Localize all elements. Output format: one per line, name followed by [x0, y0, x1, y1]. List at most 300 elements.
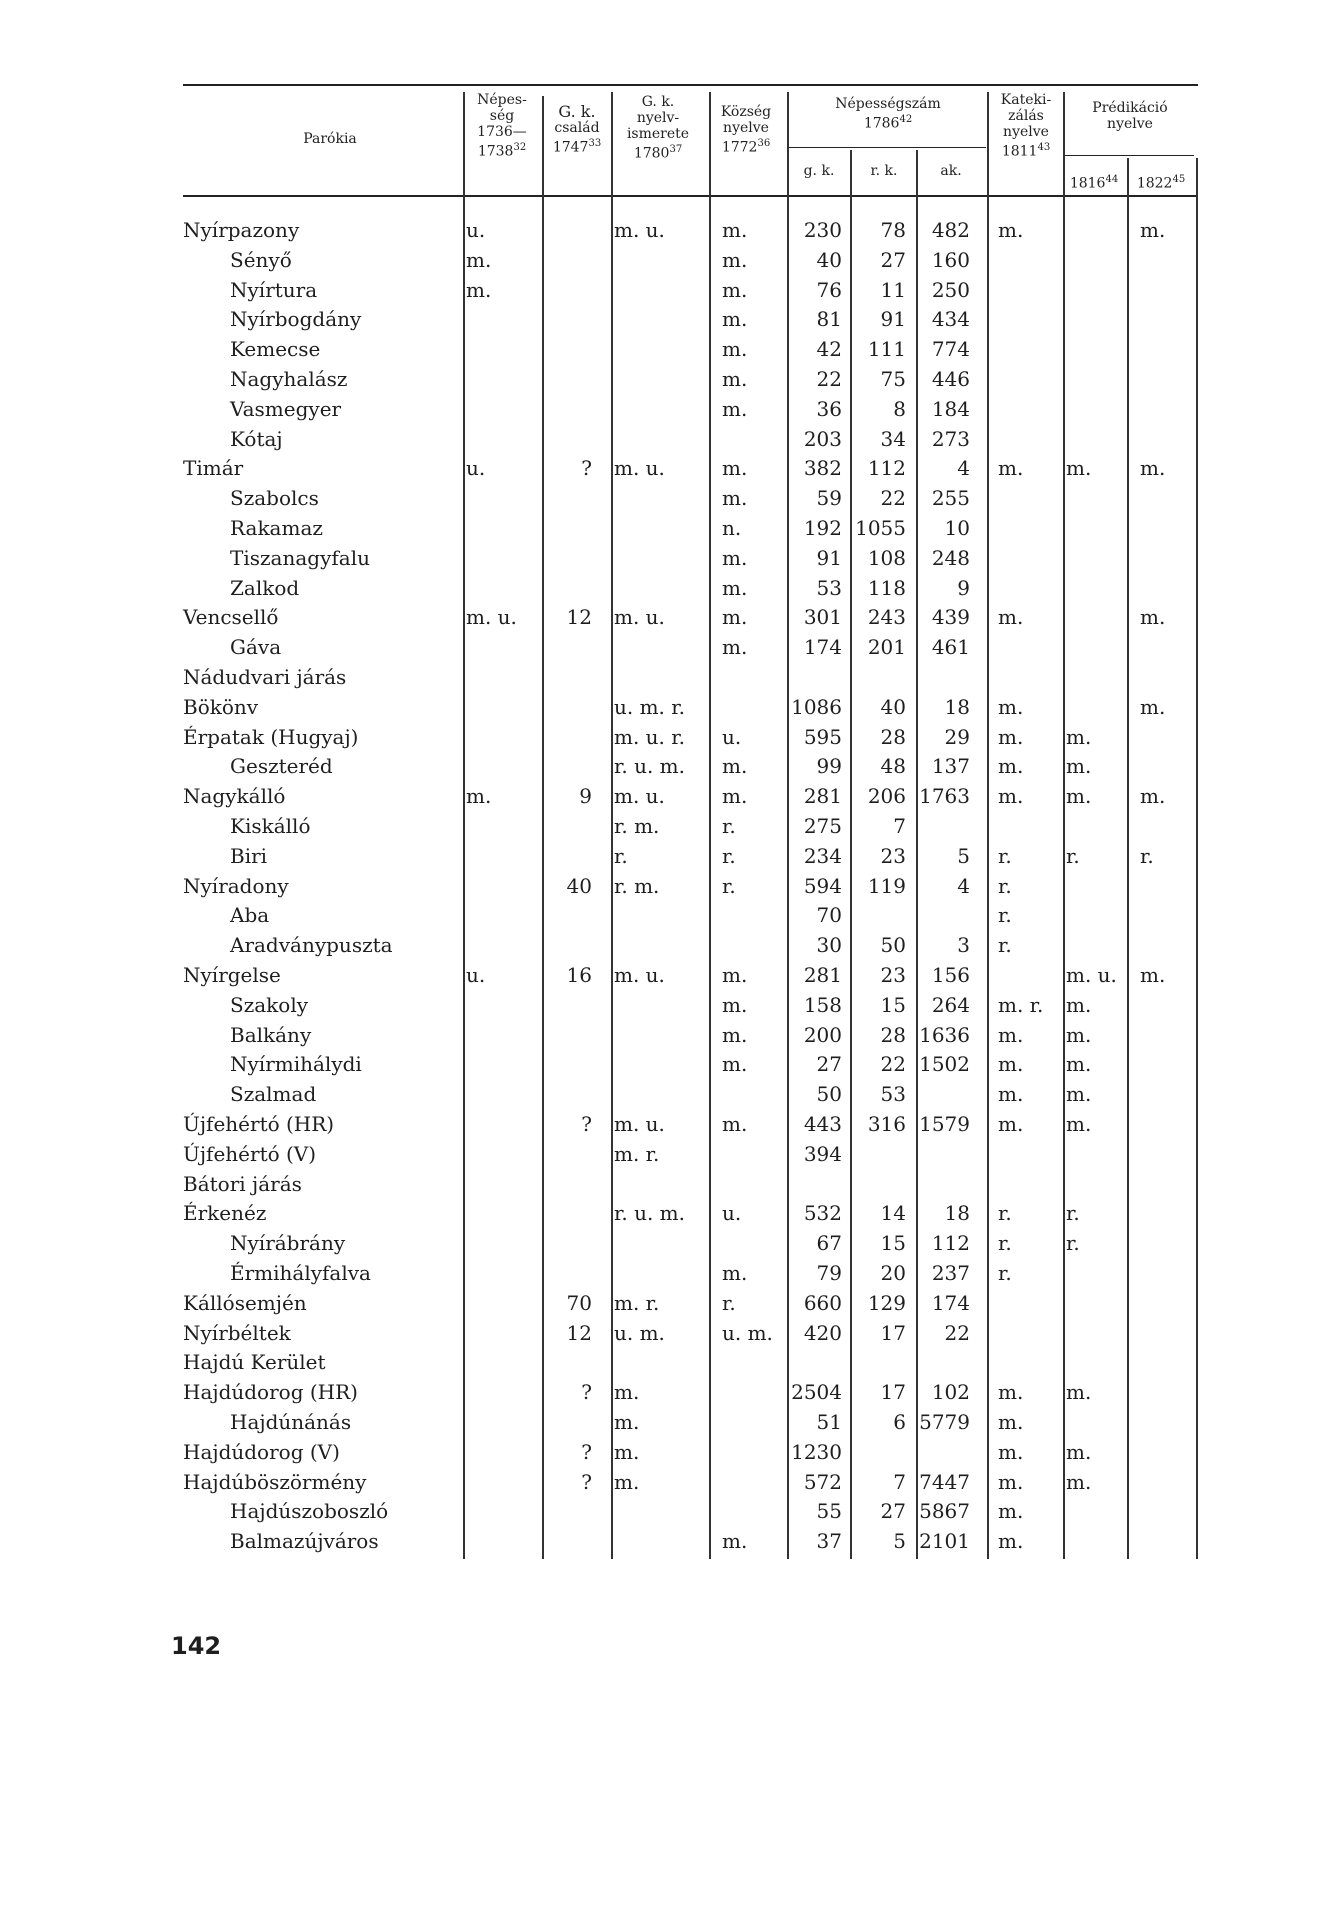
rk-count-cell: 20	[880, 1261, 906, 1285]
parokia-cell: Biri	[230, 843, 268, 868]
kozseg-nyelve-cell: m.	[722, 575, 748, 600]
header-nepessegszam	[790, 96, 986, 132]
nyelvismeret-cell: u. m. r.	[614, 694, 685, 719]
ak-count-cell: 250	[931, 277, 970, 302]
ak-count-cell: 22	[944, 1320, 970, 1345]
header-p1816-label: 1816	[1069, 175, 1106, 192]
kozseg-nyelve-cell: m.	[722, 992, 748, 1017]
katekizalas-cell: m.	[998, 1439, 1024, 1464]
ak-count-cell: 248	[931, 545, 970, 570]
header-kateki-line2: zálás	[1008, 108, 1044, 124]
gk-count-cell: 275	[803, 814, 842, 838]
kozseg-nyelve-cell: m.	[722, 486, 748, 511]
rk-count-cell: 6	[893, 1410, 906, 1434]
ak-count-cell: 4	[957, 873, 970, 898]
nyelvismeret-cell: r. m.	[614, 814, 660, 838]
ak-count-cell: 1636	[919, 1022, 970, 1047]
nepesseg-cell: m.	[466, 784, 492, 809]
nyelvismeret-cell: m. u.	[614, 784, 665, 809]
gk-count-cell: 394	[803, 1141, 842, 1166]
rk-count-cell: 5	[893, 1529, 906, 1554]
predikacio-1816-cell: m.	[1066, 992, 1092, 1017]
predikacio-1816-cell: m. u.	[1066, 963, 1117, 987]
kozseg-nyelve-cell: m.	[722, 754, 748, 779]
parokia-cell: Gáva	[230, 635, 282, 660]
parokia-cell: Nyírábrány	[230, 1231, 346, 1256]
rk-count-cell: 50	[880, 933, 906, 958]
ak-count-cell: 5779	[919, 1410, 970, 1434]
ak-count-cell: 1502	[919, 1052, 970, 1077]
csalad-cell: 16	[566, 963, 592, 987]
gk-count-cell: 42	[816, 337, 842, 362]
rk-count-cell: 23	[880, 963, 906, 987]
header-nepessegszam-footnote: 42	[899, 114, 913, 125]
ak-count-cell: 7447	[919, 1469, 970, 1494]
predikacio-1822-cell: m.	[1140, 218, 1166, 242]
header-gk-nyelv-line3: ismerete	[626, 126, 690, 142]
rk-count-cell: 14	[880, 1201, 906, 1226]
katekizalas-cell: m.	[998, 1082, 1024, 1107]
rk-count-cell: 28	[880, 1022, 906, 1047]
parokia-cell: Nagyhalász	[230, 367, 348, 391]
ak-count-cell: 2101	[919, 1529, 970, 1554]
ak-count-cell: 237	[931, 1261, 970, 1285]
katekizalas-cell: m.	[998, 754, 1024, 779]
nepesseg-cell: u.	[466, 218, 486, 242]
gk-count-cell: 50	[816, 1082, 842, 1107]
kozseg-nyelve-cell: m.	[722, 605, 748, 630]
page-number: 142	[171, 1632, 222, 1660]
gk-count-cell: 301	[803, 605, 842, 630]
parokia-cell: Kemecse	[230, 337, 321, 362]
predikacio-1816-cell: m.	[1066, 1022, 1092, 1047]
gk-count-cell: 59	[816, 486, 842, 511]
ak-count-cell: 5867	[919, 1499, 970, 1524]
csalad-cell: 12	[566, 1320, 592, 1345]
rk-count-cell: 48	[880, 754, 906, 779]
header-kateki	[990, 92, 1062, 160]
ak-count-cell: 1763	[919, 784, 970, 809]
rk-count-cell: 111	[867, 337, 906, 362]
parokia-cell: Nyírbéltek	[183, 1320, 291, 1345]
ak-count-cell: 10	[944, 516, 970, 540]
nyelvismeret-cell: r.	[614, 843, 628, 868]
rk-count-cell: 78	[880, 218, 906, 242]
header-predikacio-line1: Prédikáció	[1092, 100, 1168, 116]
kozseg-nyelve-cell: m.	[722, 1022, 748, 1047]
header-gk	[788, 163, 850, 179]
katekizalas-cell: m.	[998, 1469, 1024, 1494]
divider-rk	[916, 150, 918, 1559]
nyelvismeret-cell: m.	[614, 1410, 640, 1434]
gk-count-cell: 36	[816, 396, 842, 421]
header-ak-label: ak.	[940, 163, 962, 179]
kozseg-nyelve-cell: m.	[722, 307, 748, 332]
ak-count-cell: 439	[931, 605, 970, 630]
nyelvismeret-cell: m. u.	[614, 218, 665, 242]
predikacio-1816-cell: m.	[1066, 784, 1092, 809]
rk-count-cell: 75	[880, 367, 906, 391]
header-gk-nyelv-line2: nyelv-	[636, 110, 680, 126]
nepesseg-cell: m. u.	[466, 605, 517, 630]
parokia-cell: Bátori járás	[183, 1171, 302, 1196]
ak-count-cell: 112	[931, 1231, 970, 1256]
rk-count-cell: 11	[880, 277, 906, 302]
kozseg-nyelve-cell: m.	[722, 456, 748, 481]
header-nepessegszam-line2: 1786	[863, 115, 900, 132]
nyelvismeret-cell: m. u.	[614, 963, 665, 987]
predikacio-1816-cell: r.	[1066, 1231, 1080, 1256]
rk-count-cell: 129	[867, 1290, 906, 1315]
predikacio-1816-cell: m.	[1066, 1380, 1092, 1405]
header-p1816	[1062, 172, 1126, 192]
nyelvismeret-cell: m. u.	[614, 1112, 665, 1136]
header-gk-label: g. k.	[803, 163, 835, 179]
parokia-cell: Nyíradony	[183, 873, 289, 898]
kozseg-nyelve-cell: n.	[722, 516, 742, 540]
divider-p1816	[1127, 158, 1129, 1559]
header-rk-label: r. k.	[870, 163, 898, 179]
parokia-cell: Hajdú Kerület	[183, 1350, 326, 1375]
katekizalas-cell: m.	[998, 1052, 1024, 1077]
gk-count-cell: 443	[803, 1112, 842, 1136]
parokia-cell: Sényő	[230, 247, 292, 272]
gk-count-cell: 81	[816, 307, 842, 332]
predikacio-1816-cell: m.	[1066, 1052, 1092, 1077]
katekizalas-cell: r.	[998, 1231, 1012, 1256]
header-nepesseg-line1: Népes-	[477, 92, 527, 108]
gk-count-cell: 91	[816, 545, 842, 570]
parokia-cell: Nyírbogdány	[230, 307, 362, 332]
csalad-cell: 9	[579, 784, 592, 809]
parokia-cell: Szakoly	[230, 992, 309, 1017]
parokia-cell: Hajdúnánás	[230, 1410, 352, 1434]
parokia-cell: Kótaj	[230, 426, 283, 451]
rk-count-cell: 316	[867, 1112, 906, 1136]
header-gk-nyelv-line1: G. k.	[641, 94, 675, 110]
predikacio-1822-cell: r.	[1140, 843, 1154, 868]
rk-count-cell: 243	[867, 605, 906, 630]
header-bottom-rule	[183, 195, 1198, 197]
divider-nepesseg	[463, 92, 465, 1559]
kozseg-nyelve-cell: r.	[722, 873, 736, 898]
gk-count-cell: 99	[816, 754, 842, 779]
table-top-rule	[183, 84, 1198, 86]
kozseg-nyelve-cell: m.	[722, 1529, 748, 1554]
header-gk-nyelv	[612, 94, 704, 162]
gk-count-cell: 70	[816, 903, 842, 928]
ak-count-cell: 255	[931, 486, 970, 511]
rk-count-cell: 17	[880, 1380, 906, 1405]
csalad-cell: 12	[566, 605, 592, 630]
header-kateki-line4: 1811	[1001, 143, 1038, 160]
gk-count-cell: 594	[803, 873, 842, 898]
header-kozseg-footnote: 36	[757, 138, 771, 149]
rk-count-cell: 91	[880, 307, 906, 332]
gk-count-cell: 532	[803, 1201, 842, 1226]
header-p1822-footnote: 45	[1172, 174, 1186, 185]
csalad-cell: ?	[581, 1380, 592, 1405]
ak-count-cell: 434	[931, 307, 970, 332]
parokia-cell: Timár	[183, 456, 244, 481]
gk-count-cell: 281	[803, 784, 842, 809]
rk-count-cell: 7	[893, 1469, 906, 1494]
gk-count-cell: 203	[803, 426, 842, 451]
gk-count-cell: 281	[803, 963, 842, 987]
parokia-cell: Vencsellő	[183, 605, 279, 630]
ak-count-cell: 102	[931, 1380, 970, 1405]
gk-count-cell: 230	[803, 218, 842, 242]
divider-p1822	[1196, 158, 1198, 1559]
ak-count-cell: 5	[957, 843, 970, 868]
parokia-cell: Szabolcs	[230, 486, 319, 511]
header-nepesseg-line4: 1738	[477, 143, 514, 160]
kozseg-nyelve-cell: m.	[722, 247, 748, 272]
kozseg-nyelve-cell: m.	[722, 218, 748, 242]
predikacio-1822-cell: m.	[1140, 694, 1166, 719]
rk-count-cell: 15	[880, 992, 906, 1017]
header-ak	[918, 163, 984, 179]
ak-count-cell: 1579	[919, 1112, 970, 1136]
header-gk-nyelv-line4: 1780	[633, 145, 670, 162]
katekizalas-cell: r.	[998, 903, 1012, 928]
rk-count-cell: 201	[867, 635, 906, 660]
header-predikacio	[1064, 100, 1196, 132]
parokia-cell: Nyírtura	[230, 277, 318, 302]
kozseg-nyelve-cell: m.	[722, 277, 748, 302]
header-p1822	[1128, 172, 1194, 192]
katekizalas-cell: m.	[998, 1410, 1024, 1434]
predikacio-subrule	[1064, 155, 1194, 156]
header-nepesseg-footnote: 32	[513, 142, 527, 153]
nepesseg-cell: m.	[466, 277, 492, 302]
rk-count-cell: 108	[867, 545, 906, 570]
parokia-cell: Aradványpuszta	[230, 933, 393, 958]
header-kateki-footnote: 43	[1037, 142, 1051, 153]
parokia-cell: Újfehértó (V)	[183, 1141, 317, 1166]
parokia-cell: Kiskálló	[230, 814, 311, 838]
header-gk-csalad-line3: 1747	[552, 139, 589, 156]
ak-count-cell: 9	[957, 575, 970, 600]
nyelvismeret-cell: m. u.	[614, 456, 665, 481]
katekizalas-cell: r.	[998, 1201, 1012, 1226]
katekizalas-cell: m.	[998, 1499, 1024, 1524]
katekizalas-cell: m.	[998, 784, 1024, 809]
gk-count-cell: 51	[816, 1410, 842, 1434]
kozseg-nyelve-cell: m.	[722, 396, 748, 421]
header-nepesseg-line2: ség	[489, 108, 515, 124]
rk-count-cell: 27	[880, 1499, 906, 1524]
kozseg-nyelve-cell: m.	[722, 337, 748, 362]
divider-gk	[850, 150, 852, 1559]
ak-count-cell: 461	[931, 635, 970, 660]
csalad-cell: ?	[581, 456, 592, 481]
rk-count-cell: 28	[880, 724, 906, 749]
predikacio-1816-cell: m.	[1066, 1439, 1092, 1464]
gk-count-cell: 1230	[791, 1439, 842, 1464]
ak-count-cell: 29	[944, 724, 970, 749]
katekizalas-cell: m.	[998, 218, 1024, 242]
gk-count-cell: 200	[803, 1022, 842, 1047]
parokia-cell: Balkány	[230, 1022, 312, 1047]
parokia-cell: Szalmad	[230, 1082, 317, 1107]
rk-count-cell: 206	[867, 784, 906, 809]
kozseg-nyelve-cell: m.	[722, 635, 748, 660]
katekizalas-cell: r.	[998, 843, 1012, 868]
rk-count-cell: 15	[880, 1231, 906, 1256]
rk-count-cell: 40	[880, 694, 906, 719]
rk-count-cell: 34	[880, 426, 906, 451]
ak-count-cell: 3	[957, 933, 970, 958]
gk-count-cell: 37	[816, 1529, 842, 1554]
nyelvismeret-cell: m.	[614, 1469, 640, 1494]
header-kateki-line1: Kateki-	[1000, 92, 1052, 108]
predikacio-1816-cell: m.	[1066, 1469, 1092, 1494]
parokia-cell: Hajdúszoboszló	[230, 1499, 389, 1524]
parokia-cell: Nyírmihálydi	[230, 1052, 362, 1077]
parokia-cell: Nyírgelse	[183, 963, 281, 987]
header-gk-csalad-footnote: 33	[588, 138, 602, 149]
parokia-cell: Geszteréd	[230, 754, 333, 779]
ak-count-cell: 156	[931, 963, 970, 987]
header-gk-csalad	[544, 104, 610, 156]
kozseg-nyelve-cell: r.	[722, 1290, 736, 1315]
divider-ak	[987, 92, 989, 1559]
kozseg-nyelve-cell: m.	[722, 1052, 748, 1077]
gk-count-cell: 27	[816, 1052, 842, 1077]
rk-count-cell: 23	[880, 843, 906, 868]
katekizalas-cell: m.	[998, 694, 1024, 719]
nyelvismeret-cell: m. u. r.	[614, 724, 685, 749]
nyelvismeret-cell: r. u. m.	[614, 754, 685, 779]
parokia-cell: Hajdúdorog (V)	[183, 1439, 340, 1464]
csalad-cell: 40	[566, 873, 592, 898]
nepesseg-cell: m.	[466, 247, 492, 272]
header-kozseg-line3: 1772	[721, 139, 758, 156]
nyelvismeret-cell: r. m.	[614, 873, 660, 898]
kozseg-nyelve-cell: m.	[722, 545, 748, 570]
gk-count-cell: 595	[803, 724, 842, 749]
parokia-cell: Nagykálló	[183, 784, 286, 809]
parokia-cell: Újfehértó (HR)	[183, 1112, 335, 1136]
kozseg-nyelve-cell: m.	[722, 1112, 748, 1136]
header-nepesseg-line3: 1736—	[477, 124, 527, 140]
ak-count-cell: 482	[931, 218, 970, 242]
rk-count-cell: 27	[880, 247, 906, 272]
parokia-cell: Tiszanagyfalu	[230, 545, 370, 570]
ak-count-cell: 273	[931, 426, 970, 451]
divider-nepessegszam	[787, 92, 789, 1559]
gk-count-cell: 234	[803, 843, 842, 868]
rk-count-cell: 7	[893, 814, 906, 838]
rk-count-cell: 112	[867, 456, 906, 481]
ak-count-cell: 160	[931, 247, 970, 272]
parokia-cell: Balmazújváros	[230, 1529, 379, 1554]
nyelvismeret-cell: r. u. m.	[614, 1201, 685, 1226]
parokia-cell: Érmihályfalva	[230, 1261, 371, 1285]
gk-count-cell: 660	[803, 1290, 842, 1315]
header-predikacio-line2: nyelve	[1107, 116, 1153, 132]
rk-count-cell: 22	[880, 486, 906, 511]
ak-count-cell: 446	[931, 367, 970, 391]
csalad-cell: ?	[581, 1439, 592, 1464]
header-nepessegszam-line1: Népességszám	[835, 96, 941, 112]
katekizalas-cell: m.	[998, 724, 1024, 749]
nyelvismeret-cell: m. u.	[614, 605, 665, 630]
header-p1822-label: 1822	[1136, 175, 1173, 192]
rk-count-cell: 17	[880, 1320, 906, 1345]
csalad-cell: ?	[581, 1112, 592, 1136]
katekizalas-cell: r.	[998, 1261, 1012, 1285]
kozseg-nyelve-cell: r.	[722, 814, 736, 838]
divider-nyelv	[611, 92, 613, 1559]
predikacio-1822-cell: m.	[1140, 963, 1166, 987]
nepessegszam-subrule	[788, 147, 986, 148]
gk-count-cell: 2504	[791, 1380, 842, 1405]
predikacio-1822-cell: m.	[1140, 456, 1166, 481]
katekizalas-cell: m.	[998, 1380, 1024, 1405]
header-kozseg	[706, 104, 786, 156]
ak-count-cell: 264	[931, 992, 970, 1017]
predikacio-1816-cell: m.	[1066, 754, 1092, 779]
kozseg-nyelve-cell: r.	[722, 843, 736, 868]
ak-count-cell: 774	[931, 337, 970, 362]
kozseg-nyelve-cell: m.	[722, 784, 748, 809]
gk-count-cell: 1086	[791, 694, 842, 719]
parokia-cell: Vasmegyer	[230, 396, 342, 421]
predikacio-1822-cell: m.	[1140, 784, 1166, 809]
predikacio-1816-cell: r.	[1066, 1201, 1080, 1226]
divider-csalad	[542, 96, 544, 1559]
parokia-cell: Nádudvari járás	[183, 665, 347, 689]
gk-count-cell: 22	[816, 367, 842, 391]
parokia-cell: Érpatak (Hugyaj)	[183, 724, 359, 749]
gk-count-cell: 53	[816, 575, 842, 600]
nyelvismeret-cell: u. m.	[614, 1320, 665, 1345]
parokia-cell: Hajdúdorog (HR)	[183, 1380, 358, 1405]
parokia-cell: Bökönv	[183, 694, 259, 719]
parokia-cell: Rakamaz	[230, 516, 323, 540]
csalad-cell: 70	[566, 1290, 592, 1315]
rk-count-cell: 1055	[855, 516, 906, 540]
ak-count-cell: 18	[944, 1201, 970, 1226]
nyelvismeret-cell: m.	[614, 1439, 640, 1464]
parokia-cell: Kállósemjén	[183, 1290, 307, 1315]
header-rk	[852, 163, 916, 179]
predikacio-1816-cell: m.	[1066, 456, 1092, 481]
predikacio-1816-cell: r.	[1066, 843, 1080, 868]
header-kateki-line3: nyelve	[1003, 124, 1049, 140]
kozseg-nyelve-cell: u. m.	[722, 1320, 773, 1345]
nyelvismeret-cell: m. r.	[614, 1290, 660, 1315]
katekizalas-cell: r.	[998, 933, 1012, 958]
kozseg-nyelve-cell: u.	[722, 1201, 742, 1226]
gk-count-cell: 76	[816, 277, 842, 302]
header-gk-csalad-line1: G. k.	[558, 102, 596, 121]
parokia-cell: Érkenéz	[183, 1201, 267, 1226]
header-kozseg-line2: nyelve	[723, 120, 769, 136]
ak-count-cell: 18	[944, 694, 970, 719]
parokia-cell: Nyírpazony	[183, 218, 300, 242]
katekizalas-cell: m.	[998, 1529, 1024, 1554]
rk-count-cell: 118	[867, 575, 906, 600]
header-gk-nyelv-footnote: 37	[669, 144, 683, 155]
ak-count-cell: 184	[931, 396, 970, 421]
ak-count-cell: 4	[957, 456, 970, 481]
katekizalas-cell: m.	[998, 456, 1024, 481]
header-kozseg-line1: Község	[720, 104, 772, 120]
kozseg-nyelve-cell: m.	[722, 963, 748, 987]
